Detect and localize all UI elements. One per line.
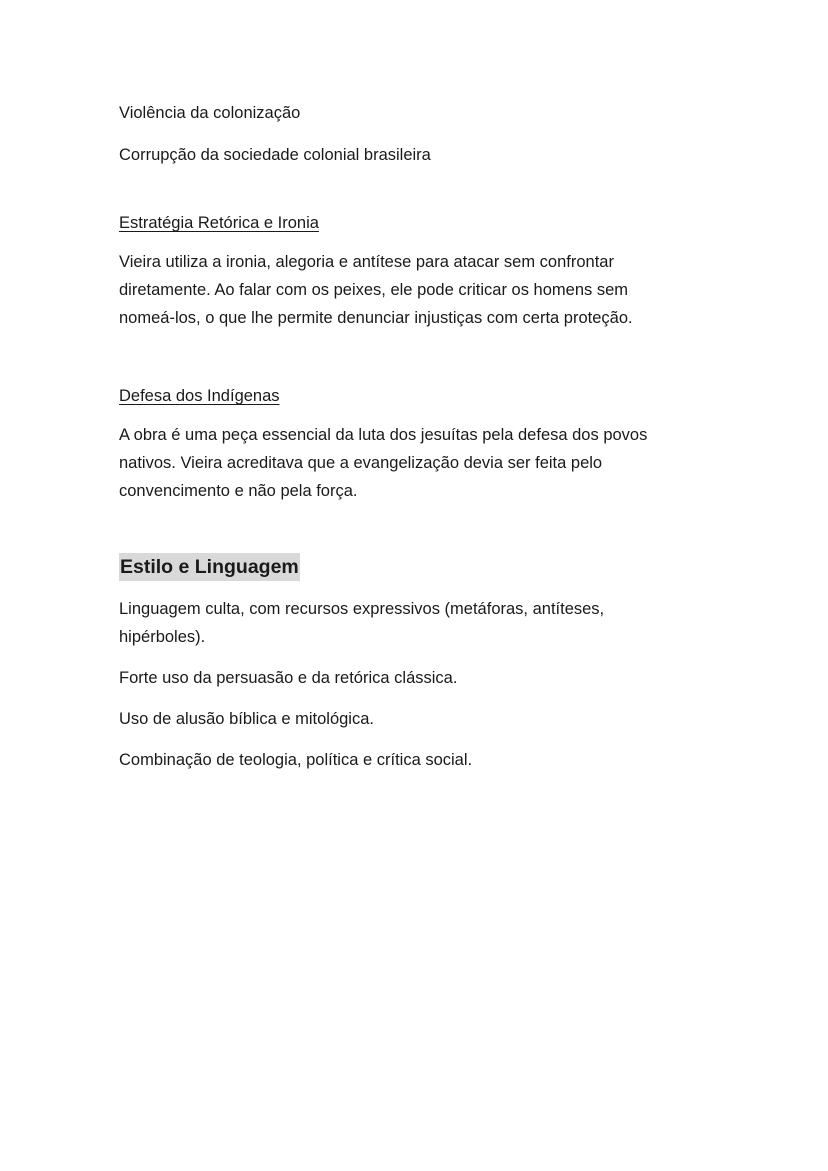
section-title-indigenous: Defesa dos Indígenas <box>119 387 280 405</box>
style-item-line: Forte uso da persuasão e da retórica clássica. <box>119 669 458 687</box>
section-body-rhetoric <box>119 248 719 332</box>
style-heading-wrapper <box>119 553 719 581</box>
body-line: nativos. Vieira acreditava que a evangelização devia ser feita pelo <box>119 454 603 472</box>
intro-line: Corrupção da sociedade colonial brasileira <box>119 146 431 164</box>
section-body-indigenous <box>119 421 719 505</box>
style-item-line: Uso de alusão bíblica e mitológica. <box>119 710 374 728</box>
body-line: nomeá-los, o que lhe permite denunciar injustiças com certa proteção. <box>119 309 633 327</box>
style-item-line: Linguagem culta, com recursos expressivos (metáforas, antíteses, <box>119 600 605 618</box>
style-item <box>119 705 719 733</box>
style-item <box>119 746 719 774</box>
intro-line: Violência da colonização <box>119 104 301 122</box>
document-content <box>119 99 719 787</box>
style-item <box>119 595 719 651</box>
body-line: diretamente. Ao falar com os peixes, ele pode criticar os homens sem <box>119 281 628 299</box>
style-item-line: Combinação de teologia, política e crítica social. <box>119 751 473 769</box>
body-line: A obra é uma peça essencial da luta dos jesuítas pela defesa dos povos <box>119 426 648 444</box>
style-item <box>119 664 719 692</box>
section-title-rhetoric: Estratégia Retórica e Ironia <box>119 214 319 232</box>
style-item-line: hipérboles). <box>119 628 206 646</box>
body-line: convencimento e não pela força. <box>119 482 358 500</box>
style-heading: Estilo e Linguagem <box>119 553 300 581</box>
body-line: Vieira utiliza a ironia, alegoria e antítese para atacar sem confrontar <box>119 253 614 271</box>
